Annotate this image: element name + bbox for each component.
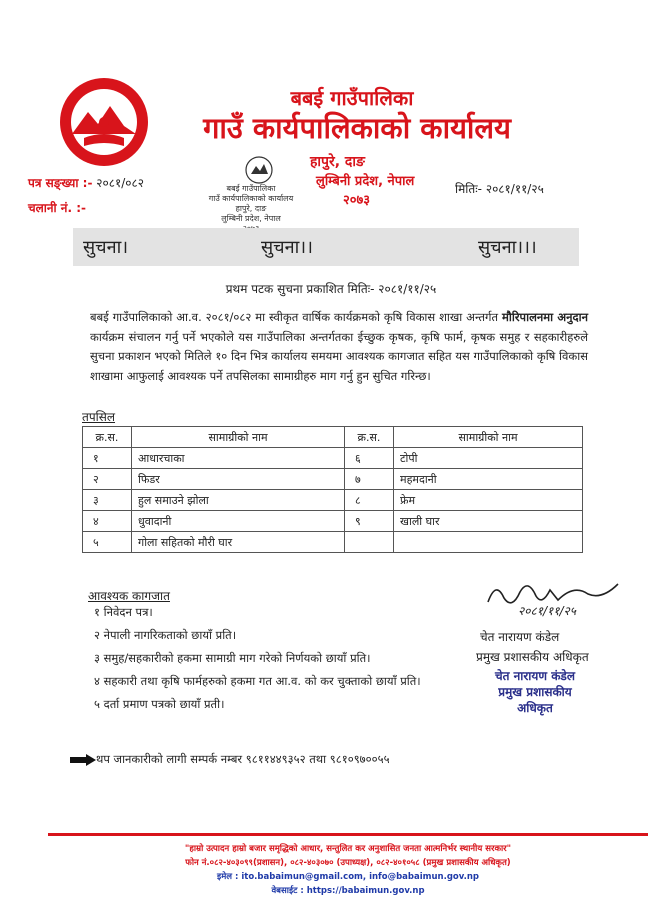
body-line-1: बबई गाउँपालिकाको आ.व. २०८१/०८२ मा स्वीकृत वार्षिक कार्यक्रमको कृषि विकास शाखा अन्तर्गत xyxy=(90,310,499,324)
details-heading: तपसिल xyxy=(82,410,116,424)
cell: ९ xyxy=(345,511,394,532)
cell: १ xyxy=(83,448,132,469)
footer-phone: फोन नं.०८२-४०३०९९(प्रशासन), ०८२-४०३०७० (उपाध्यक्ष), ०८२-४०१०५८ (प्रमुख प्रशासकीय अधिकृत) xyxy=(185,858,511,868)
col-sn-2: क्र.स. xyxy=(345,427,394,448)
cell: टोपी xyxy=(394,448,583,469)
signatory-name: चेत नारायण कंडेल xyxy=(480,630,560,644)
stamp-line-3: हापुरे, दाङ xyxy=(235,204,267,213)
reference-label: पत्र सङ्ख्या :- xyxy=(28,176,93,190)
body-rest: कार्यक्रम संचालन गर्नु पर्ने भएकोले यस गाउँपालिका अन्तर्गतका ईच्छुक कृषक, कृषि फार्म, कृषक समुह र सहकारीहरुले सुचना प्रकाशन भएको मितिले १० दिन भित्र कार्यालय समयमा आवश्यक कागजात सहित यस गाउँपालिकाको कृषि विकास शाखामा आफुलाई आवश्यक पर्ने तपसिलका सामाग्रीहरु माग गर्नु हुन सुचित गरिन्छ। xyxy=(90,329,588,383)
signatory-stamp xyxy=(484,668,586,716)
table-row xyxy=(83,448,583,469)
date-label: मितिः- xyxy=(455,182,482,196)
stamp-post: प्रमुख प्रशासकीय अधिकृत xyxy=(498,685,572,715)
notice-word-2: सुचना।। xyxy=(261,237,313,258)
cell xyxy=(345,532,394,553)
cell xyxy=(394,532,583,553)
municipality-name: बबई गाउँपालिका xyxy=(290,86,414,110)
col-sn-1: क्र.स. xyxy=(83,427,132,448)
reference-value: २०८१/०८२ xyxy=(96,176,144,190)
notice-word-3: सुचना।।। xyxy=(478,237,537,258)
cell: आधारचाका xyxy=(132,448,345,469)
table-row xyxy=(83,490,583,511)
cell: फिडर xyxy=(132,469,345,490)
date-value: २०८१/११/२५ xyxy=(485,182,544,196)
doc-item-1: १ निवेदन पत्र। xyxy=(94,605,153,619)
cell: ५ xyxy=(83,532,132,553)
office-stamp xyxy=(205,150,297,235)
signatory-post: प्रमुख प्रशासकीय अधिकृत xyxy=(476,650,589,664)
notice-body xyxy=(90,308,588,386)
municipality-logo xyxy=(58,76,150,168)
office-place: हापुरे, दाङ xyxy=(310,154,365,170)
cell: धुवादानी xyxy=(132,511,345,532)
cell: ८ xyxy=(345,490,394,511)
cell: ४ xyxy=(83,511,132,532)
table-header-row xyxy=(83,427,583,448)
office-province: लुम्बिनी प्रदेश, नेपाल xyxy=(316,174,415,189)
cell: खाली घार xyxy=(394,511,583,532)
dispatch-number-label: चलानी नं. :- xyxy=(28,201,86,215)
program-name: मौरिपालनमा अनुदान xyxy=(502,310,588,324)
letter-date xyxy=(455,180,544,197)
materials-table xyxy=(82,426,583,553)
office-year: २०७३ xyxy=(343,193,371,208)
stamp-line-4: लुम्बिनी प्रदेश, नेपाल xyxy=(221,214,281,223)
doc-item-5: ५ दर्ता प्रमाण पत्रको छायाँ प्रती। xyxy=(94,697,225,711)
reference-number xyxy=(28,174,144,191)
table-row xyxy=(83,532,583,553)
cell: गोला सहितको मौरी घार xyxy=(132,532,345,553)
footer-divider xyxy=(48,833,648,836)
cell: ६ xyxy=(345,448,394,469)
cell: हुल समाउने झोला xyxy=(132,490,345,511)
signature-date: २०८१/११/२५ xyxy=(518,604,577,618)
doc-item-4: ४ सहकारी तथा कृषि फार्महरुको हकमा गत आ.व. को कर चुक्ताको छायाँ प्रति। xyxy=(94,674,421,688)
doc-item-3: ३ समुह/सहकारीको हकमा सामाग्री माग गरेको निर्णयको छायाँ प्रति। xyxy=(94,651,371,665)
col-material-2: सामाग्रीको नाम xyxy=(394,427,583,448)
footer-slogan: "हाम्रो उत्पादन हाम्रो बजार समृद्धिको आधार, सन्तुलित कर अनुशासित जनता आत्मनिर्भर स्थानीय सरकार" xyxy=(184,844,512,854)
contact-line: थप जानकारीको लागी सम्पर्क नम्बर ९८११४४९३५२ तथा ९८१०९७००५५ xyxy=(96,752,390,766)
table-row xyxy=(83,469,583,490)
footer-email: इमेल : ito.babaimun@gmail.com, info@babaimun.gov.np xyxy=(217,872,479,882)
cell: ३ xyxy=(83,490,132,511)
publication-date-line: प्रथम पटक सुचना प्रकाशित मितिः- २०८१/११/२५ xyxy=(225,282,437,296)
footer-website: वेबसाईट : https://babaimun.gov.np xyxy=(271,886,425,896)
notice-banner xyxy=(73,228,579,266)
col-material-1: सामाग्रीको नाम xyxy=(132,427,345,448)
table-row xyxy=(83,511,583,532)
stamp-line-1: बबई गाउँपालिका xyxy=(226,184,276,193)
arrow-right-icon xyxy=(70,754,96,766)
office-name: गाउँ कार्यपालिकाको कार्यालय xyxy=(203,111,511,145)
required-docs-heading: आवश्यक कागजात xyxy=(88,589,170,603)
stamp-name: चेत नारायण कंडेल xyxy=(494,669,575,683)
notice-word-1: सुचना। xyxy=(83,237,129,258)
cell: महमदानी xyxy=(394,469,583,490)
doc-item-2: २ नेपाली नागरिकताको छायाँ प्रति। xyxy=(94,628,237,642)
handwritten-signature xyxy=(478,570,628,620)
stamp-line-2: गाउँ कार्यपालिकाको कार्यालय xyxy=(208,194,294,203)
cell: फ्रेम xyxy=(394,490,583,511)
cell: ७ xyxy=(345,469,394,490)
cell: २ xyxy=(83,469,132,490)
